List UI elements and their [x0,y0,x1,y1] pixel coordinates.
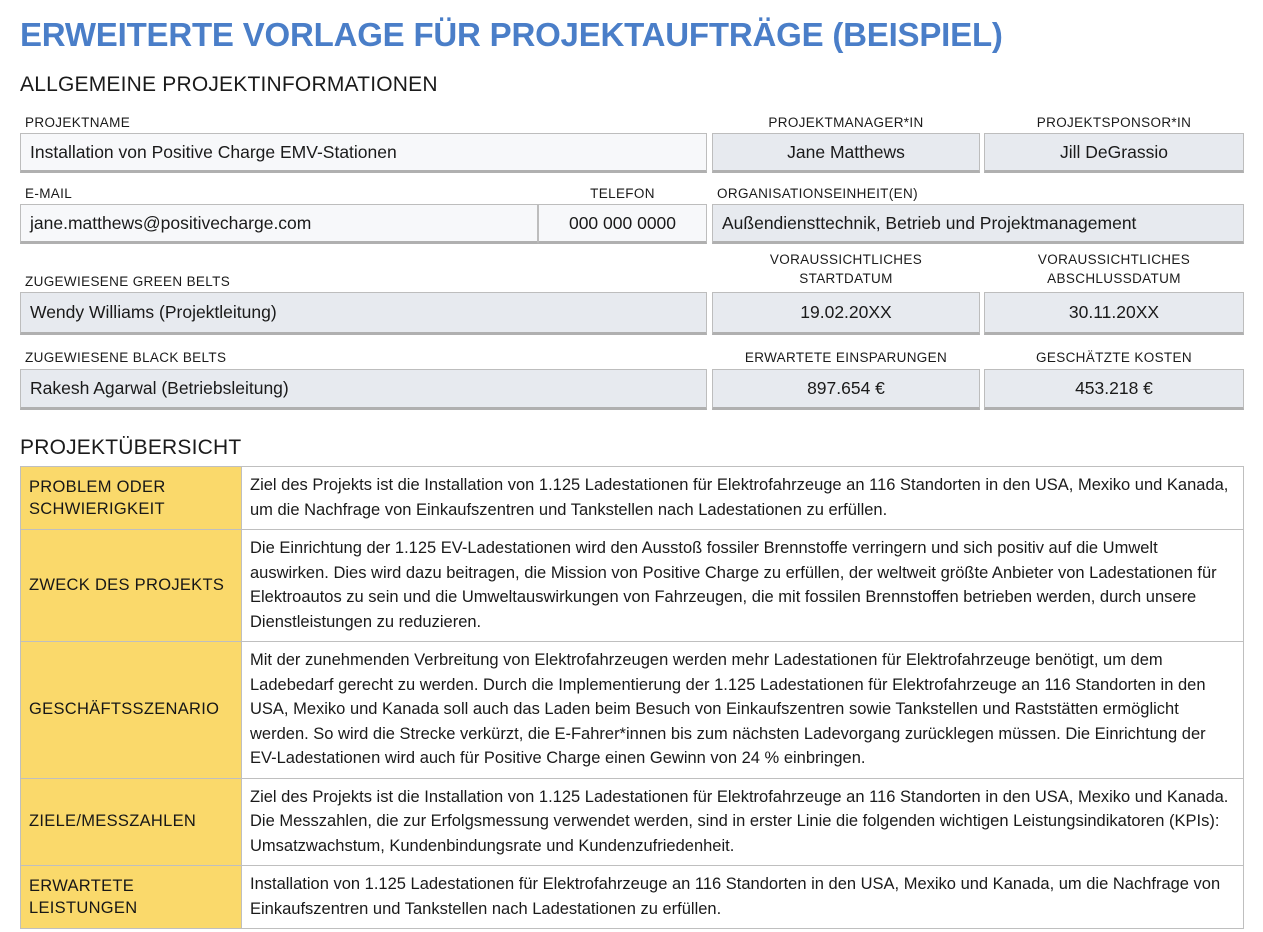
field-email[interactable]: jane.matthews@positivecharge.com [20,204,538,244]
overview-label-goals-metrics: ZIELE/MESSZAHLEN [21,778,242,866]
overview-label-deliverables: ERWARTETE LEISTUNGEN [21,866,242,929]
table-row [21,778,1244,866]
label-phone: TELEFON [590,186,655,201]
overview-text-problem[interactable]: Ziel des Projekts ist die Installation von 1.125 Ladestationen für Elektrofahrzeuge an 116 Standorten in den USA, Mexiko und Kanada, um die Nachfrage von Einkaufszentren und Tankstellen nach Ladestationen zu erfüllen. [242,467,1244,530]
label-project-manager: PROJEKTMANAGER*IN [768,115,924,130]
overview-text-purpose[interactable]: Die Einrichtung der 1.125 EV-Ladestationen wird den Ausstoß fossiler Brennstoffe verringern und sich positiv auf die Umwelt auswirken. Dies wird dazu beitragen, die Mission von Positive Charge zu erfüllen, der weltweit größte Anbieter von Ladestationen für Elektroautos zu sein und die Umweltauswirkungen von Fahrzeugen, die mit fossilen Brennstoffen betrieben werden, durch unsere Dienstleistungen zu reduzieren. [242,530,1244,642]
field-project-sponsor[interactable]: Jill DeGrassio [984,133,1244,173]
label-end-date-line2: ABSCHLUSSDATUM [1047,271,1181,286]
table-row [21,467,1244,530]
overview-label-business-case: GESCHÄFTSSZENARIO [21,642,242,779]
label-end-date-line1: VORAUSSICHTLICHES [1037,252,1191,267]
label-email: E-MAIL [25,186,73,201]
table-row [21,866,1244,929]
field-project-manager[interactable]: Jane Matthews [712,133,980,173]
field-estimated-costs[interactable]: 453.218 € [984,369,1244,410]
overview-text-goals-metrics[interactable]: Ziel des Projekts ist die Installation von 1.125 Ladestationen für Elektrofahrzeuge an 116 Standorten in den USA, Mexiko und Kanada. Die Messzahlen, die zur Erfolgsmessung verwendet werden, sind in erster Linie die folgenden wichtigen Leistungsindikatoren (KPIs): Umsatzwachstum, Kundenbindungsrate und Kundenzufriedenheit. [242,778,1244,866]
field-org-units[interactable]: Außendiensttechnik, Betrieb und Projektmanagement [712,204,1244,244]
label-project-sponsor: PROJEKTSPONSOR*IN [1036,115,1192,130]
field-project-name[interactable]: Installation von Positive Charge EMV-Stationen [20,133,707,173]
overview-text-business-case[interactable]: Mit der zunehmenden Verbreitung von Elektrofahrzeugen werden mehr Ladestationen für Elektrofahrzeuge benötigt, um dem Ladebedarf gerecht zu werden. Durch die Implementierung der 1.125 Ladestationen für Elektrofahrzeuge an 116 Standorten in den USA, Mexiko und Kanada soll auch das Laden beim Besuch von Einkaufszentren sowie Tankstellen und Raststätten ermöglicht werden. So wird die Strecke verkürzt, die E-Fahrer*innen bis zum nächsten Ladevorgang zurücklegen müssen. Die Einrichtung der EV-Ladestationen wird auch für Positive Charge einen Gewinn von 24 % einbringen. [242,642,1244,779]
overview-text-deliverables[interactable]: Installation von 1.125 Ladestationen für Elektrofahrzeuge an 116 Standorten in den USA, Mexiko und Kanada, um die Nachfrage von Einkaufszentren und Tankstellen nach Ladestationen zu erfüllen. [242,866,1244,929]
page-title: ERWEITERTE VORLAGE FÜR PROJEKTAUFTRÄGE (BEISPIEL) [20,16,1003,53]
section-heading-overview: PROJEKTÜBERSICHT [20,436,242,459]
label-green-belts: ZUGEWIESENE GREEN BELTS [25,274,231,289]
label-expected-savings: ERWARTETE EINSPARUNGEN [744,350,948,365]
field-black-belts[interactable]: Rakesh Agarwal (Betriebsleitung) [20,369,707,410]
field-phone[interactable]: 000 000 0000 [538,204,707,244]
field-start-date[interactable]: 19.02.20XX [712,292,980,335]
table-row [21,530,1244,642]
project-overview-table [20,466,1244,929]
label-org-units: ORGANISATIONSEINHEIT(EN) [717,186,918,201]
label-estimated-costs: GESCHÄTZTE KOSTEN [1036,350,1192,365]
table-row [21,642,1244,779]
field-expected-savings[interactable]: 897.654 € [712,369,980,410]
overview-label-problem: PROBLEM ODER SCHWIERIGKEIT [21,467,242,530]
label-black-belts: ZUGEWIESENE BLACK BELTS [25,350,227,365]
label-start-date-line1: VORAUSSICHTLICHES [769,252,923,267]
label-start-date-line2: STARTDATUM [799,271,893,286]
field-end-date[interactable]: 30.11.20XX [984,292,1244,335]
overview-label-purpose: ZWECK DES PROJEKTS [21,530,242,642]
field-green-belts[interactable]: Wendy Williams (Projektleitung) [20,292,707,335]
label-project-name: PROJEKTNAME [25,115,131,130]
section-heading-general: ALLGEMEINE PROJEKTINFORMATIONEN [20,73,438,96]
